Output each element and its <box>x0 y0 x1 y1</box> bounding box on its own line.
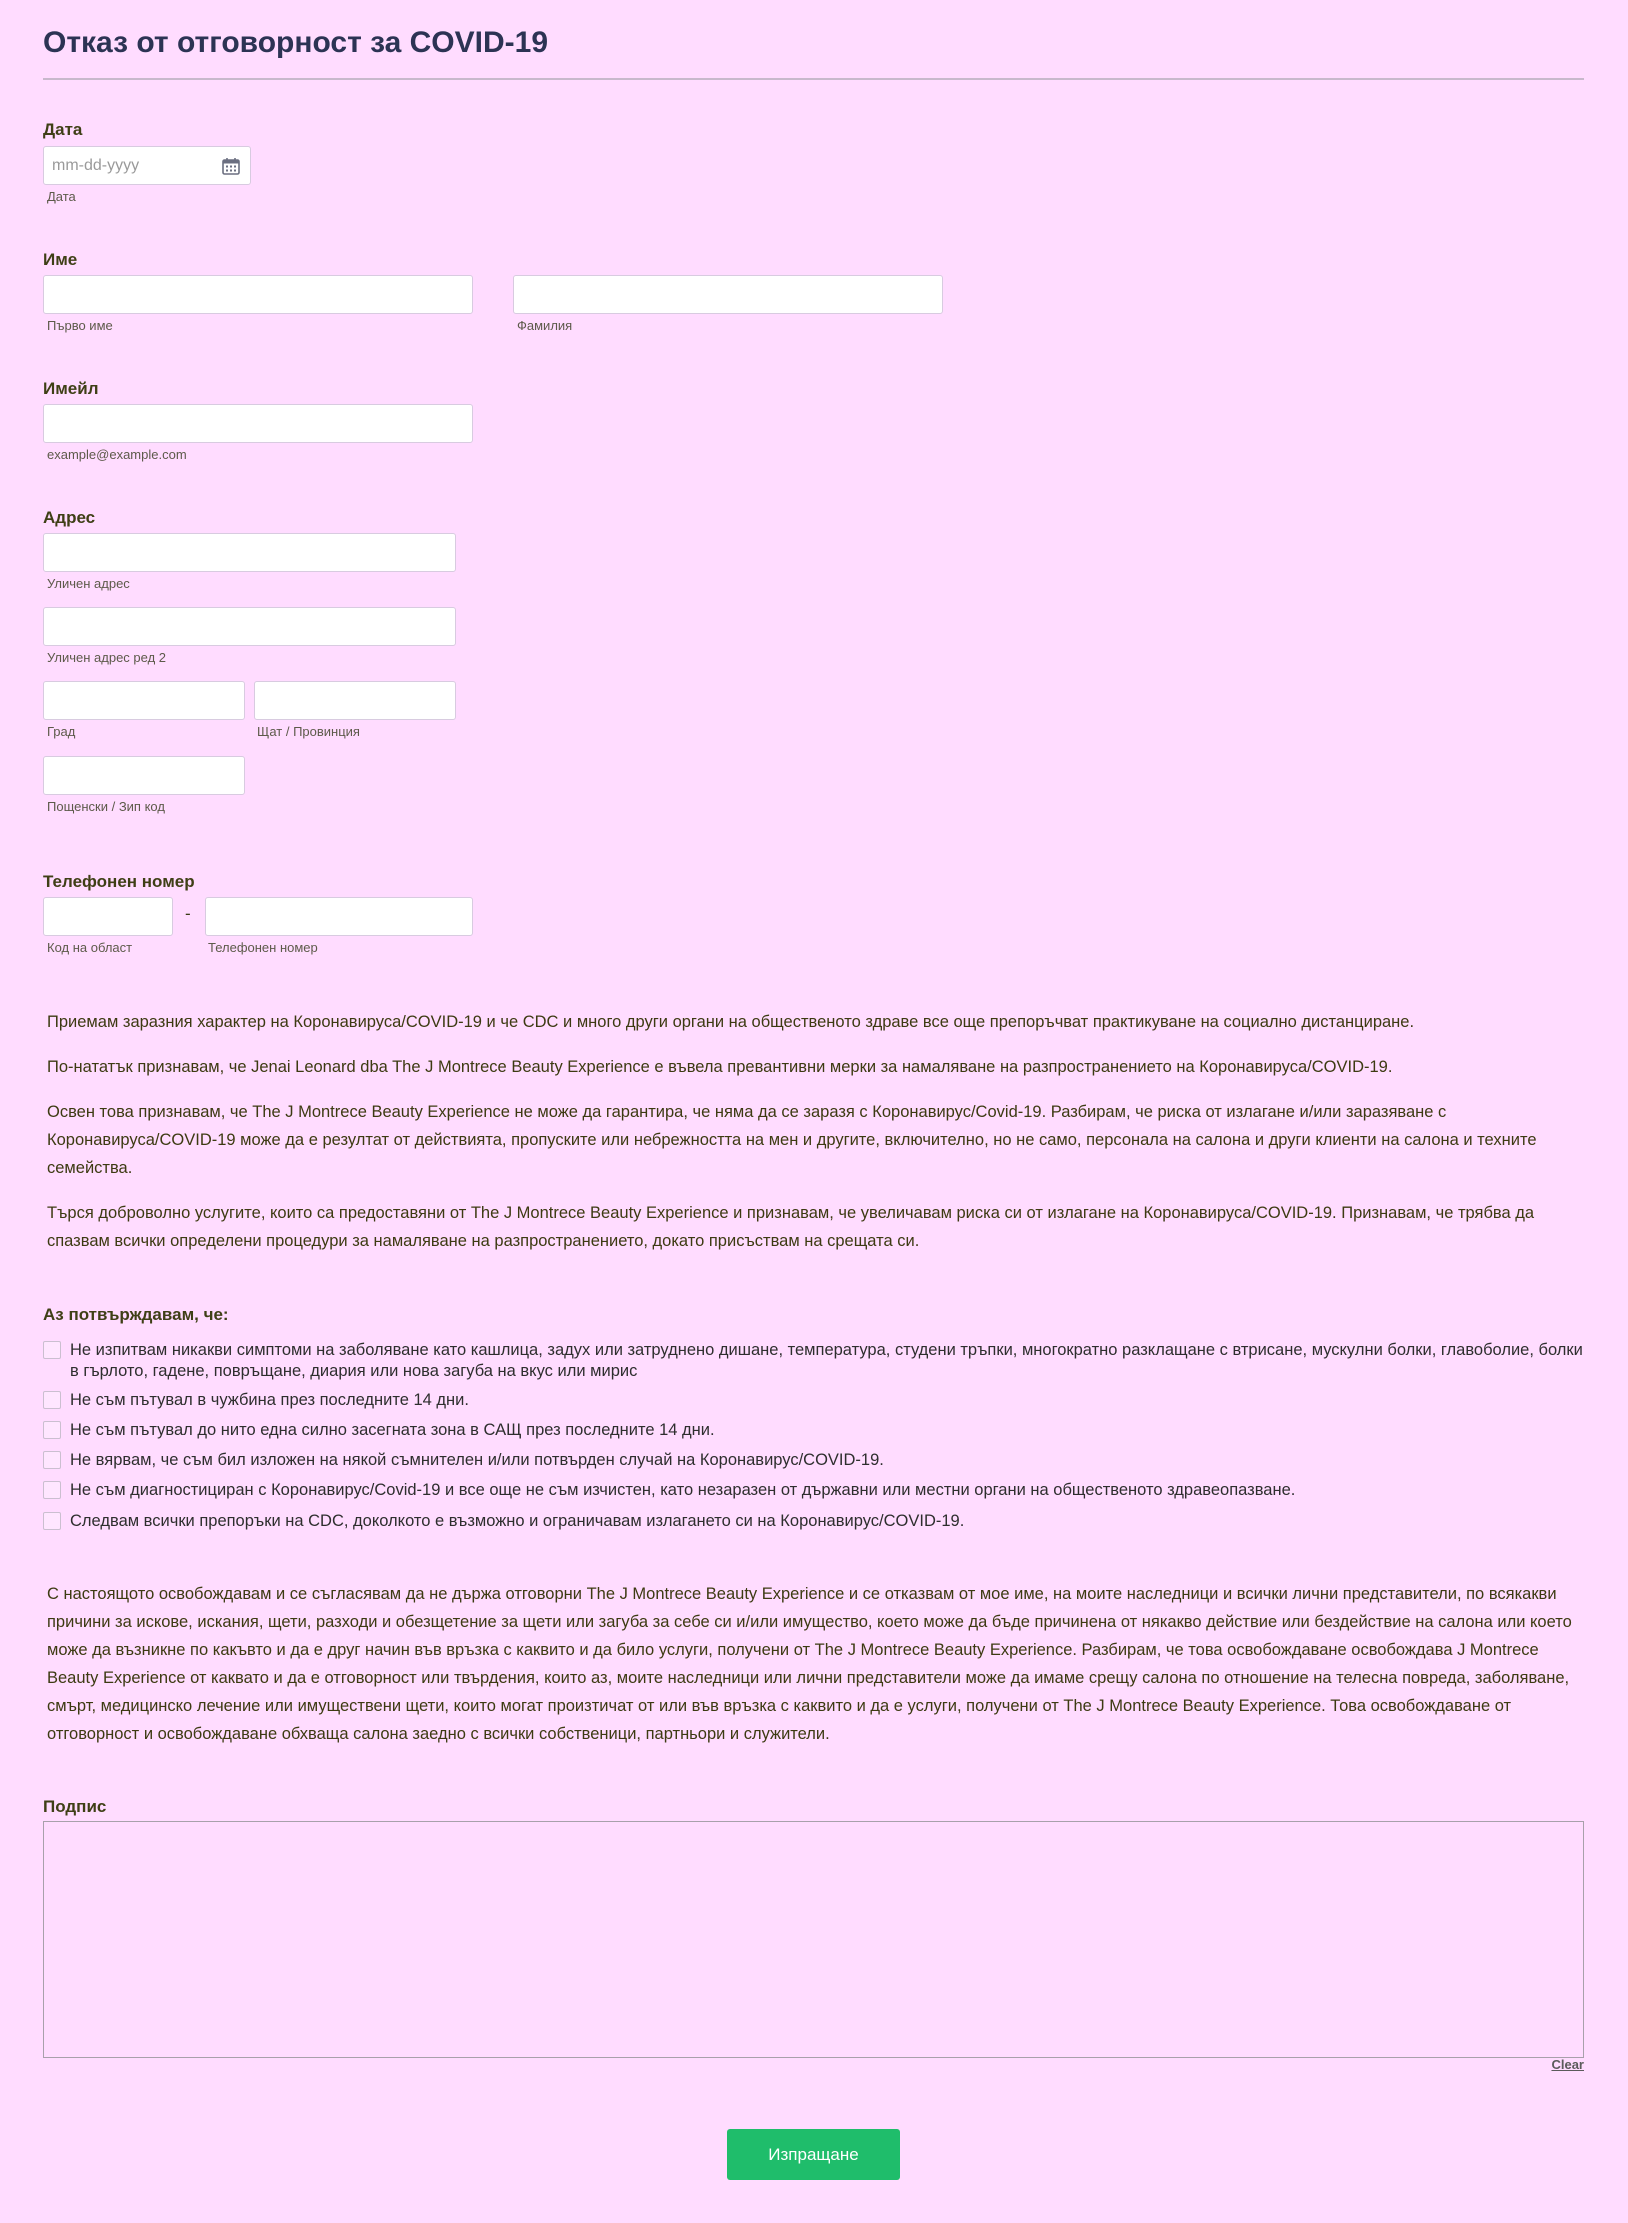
area-code-input[interactable] <box>44 898 172 935</box>
street-address-2-field[interactable] <box>43 607 456 646</box>
state-field[interactable] <box>254 681 456 720</box>
zip-sublabel: Пощенски / Зип код <box>47 799 165 814</box>
state-input[interactable] <box>255 682 455 719</box>
zip-input[interactable] <box>44 757 244 794</box>
street-address-2-input[interactable] <box>44 608 455 645</box>
area-code-sublabel: Код на област <box>47 940 133 955</box>
phone-separator: - <box>185 904 191 923</box>
street-address-2-sublabel: Уличен адрес ред 2 <box>47 650 167 665</box>
last-name-sublabel: Фамилия <box>517 318 573 333</box>
checkbox[interactable] <box>43 1481 61 1499</box>
last-name-field[interactable] <box>513 275 943 314</box>
date-label: Дата <box>43 120 83 139</box>
city-input[interactable] <box>44 682 244 719</box>
first-name-input[interactable] <box>44 276 472 313</box>
checkbox-label: Не съм диагностициран с Коронавирус/Covid-19 и все още не съм изчистен, като незаразен от държавни или местни органи на общественото здравеопазване. <box>70 1481 1296 1499</box>
phone-number-field[interactable] <box>205 897 473 936</box>
zip-field[interactable] <box>43 756 245 795</box>
date-field[interactable] <box>43 146 251 185</box>
street-address-sublabel: Уличен адрес <box>47 576 130 591</box>
email-label: Имейл <box>43 379 99 398</box>
street-address-input[interactable] <box>44 534 455 571</box>
signature-label: Подпис <box>43 1797 107 1816</box>
intro-paragraph: По-нататък признавам, че Jenai Leonard dba The J Montrece Beauty Experience е въвела превантивни мерки за намаляване на разпространението на Коронавируса/COVID-19. <box>47 1058 1393 1076</box>
area-code-field[interactable] <box>43 897 173 936</box>
email-sublabel: example@example.com <box>47 447 187 462</box>
checkbox[interactable] <box>43 1512 61 1530</box>
checkbox-label: Не изпитвам никакви симптоми на заболяване като кашлица, задух или затруднено дишане, температура, студени тръпки, многократно разклащане с втрисане, мускулни болки, главоболие, болки в гърлото, гадене, повръщане, диария или нова загуба на вкус или мирис <box>70 1341 1583 1380</box>
calendar-icon[interactable] <box>221 156 241 176</box>
name-label: Име <box>43 250 78 269</box>
confirm-option-no-symptoms[interactable] <box>43 1340 1588 1382</box>
phone-label: Телефонен номер <box>43 872 195 891</box>
confirm-option-no-travel-abroad[interactable] <box>43 1390 1588 1411</box>
title-divider <box>43 78 1584 80</box>
release-paragraph: С настоящото освобождавам и се съгласявам да не държа отговорни The J Montrece Beauty Experience и се отказвам от мое име, на моите наследници и всички лични представители, по всякакви причини за искове, искания, щети, разходи и обезщетение за щети или загуба за себе си и/или имущество, което може да бъде причинена от някакво действие или бездействие на салона или което може да възникне по какъвто и да е друг начин във връзка с каквито и да било услуги, получени от The J Montrece Beauty Experience. Разбирам, че това освобождаване освобождава J Montrece Beauty Experience от каквато и да е отговорност или твърдения, които аз, моите наследници или лични представители може да имаме срещу салона по отношение на телесна повреда, заболяване, смърт, медицинско лечение или имуществени щети, които могат произтичат от или във връзка с каквито и да е услуги, получени от The J Montrece Beauty Experience. Това освобождаване от отговорност и освобождаване обхваща салона заедно с всички собственици, партньори и служители. <box>47 1585 1572 1743</box>
checkbox[interactable] <box>43 1341 61 1359</box>
address-label: Адрес <box>43 508 96 527</box>
confirm-label: Аз потвърждавам, че: <box>43 1305 229 1324</box>
first-name-field[interactable] <box>43 275 473 314</box>
date-sublabel: Дата <box>47 189 76 204</box>
checkbox[interactable] <box>43 1391 61 1409</box>
intro-paragraph: Освен това признавам, че The J Montrece Beauty Experience не може да гарантира, че няма да се заразя с Коронавирус/Covid-19. Разбирам, че риска от излагане и/или заразяване с Коронавируса/COVID-19 може да е резултат от действията, пропуските или небрежността на мен и другите, включително, но не само, персонала на салона и други клиенти на салона и техните семейства. <box>47 1103 1537 1177</box>
intro-paragraph: Приемам заразния характер на Коронавируса/COVID-19 и че CDC и много други органи на общественото здраве все още препоръчват практикуване на социално дистанциране. <box>47 1013 1415 1031</box>
street-address-field[interactable] <box>43 533 456 572</box>
email-input[interactable] <box>44 405 472 442</box>
signature-pad[interactable] <box>43 1821 1584 2058</box>
intro-paragraph: Търся доброволно услугите, които са предоставяни от The J Montrece Beauty Experience и признавам, че увеличавам риска си от излагане на Коронавируса/COVID-19. Признавам, че трябва да спазвам всички определени процедури за намаляване на разпространението, докато присъствам на срещата си. <box>47 1204 1535 1250</box>
confirm-option-follow-cdc[interactable] <box>43 1511 1588 1532</box>
submit-button[interactable]: Изпращане <box>727 2129 900 2180</box>
first-name-sublabel: Първо име <box>47 318 113 333</box>
confirm-option-no-travel-us[interactable] <box>43 1420 1588 1441</box>
phone-number-sublabel: Телефонен номер <box>208 940 318 955</box>
date-input[interactable] <box>44 147 250 184</box>
email-field[interactable] <box>43 404 473 443</box>
state-sublabel: Щат / Провинция <box>257 724 360 739</box>
checkbox[interactable] <box>43 1451 61 1469</box>
phone-number-input[interactable] <box>206 898 472 935</box>
checkbox-label: Не съм пътувал до нито една силно засегната зона в САЩ през последните 14 дни. <box>70 1421 715 1439</box>
confirm-option-no-exposure[interactable] <box>43 1450 1588 1471</box>
signature-clear-link[interactable]: Clear <box>1551 2057 1584 2072</box>
city-sublabel: Град <box>47 724 76 739</box>
checkbox[interactable] <box>43 1421 61 1439</box>
city-field[interactable] <box>43 681 245 720</box>
checkbox-label: Не съм пътувал в чужбина през последните 14 дни. <box>70 1391 469 1409</box>
checkbox-label: Следвам всички препоръки на CDC, доколкото е възможно и ограничавам излагането си на Коронавирус/COVID-19. <box>70 1512 965 1530</box>
intro-text-block <box>47 1008 1587 1255</box>
confirm-option-not-diagnosed[interactable] <box>43 1480 1588 1501</box>
page-title: Отказ от отговорност за COVID-19 <box>43 26 549 59</box>
last-name-input[interactable] <box>514 276 942 313</box>
checkbox-label: Не вярвам, че съм бил изложен на някой съмнителен и/или потвърден случай на Коронавирус/COVID-19. <box>70 1451 884 1469</box>
